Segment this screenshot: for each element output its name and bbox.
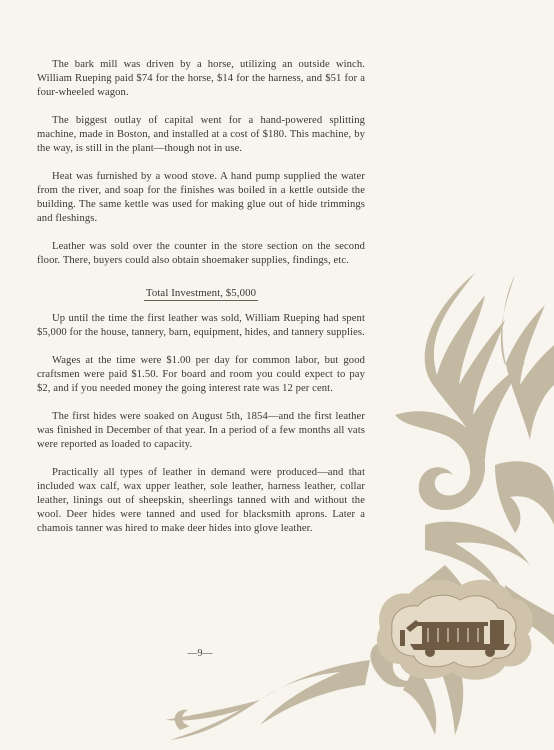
paragraph-splitting-machine: The biggest outlay of capital went for a hand-powered splitting machine, made in Boston, and installed at a cost of $180. This machine, by the way, is still in the plant—though not in use.: [37, 115, 365, 154]
tannery-vignette-illustration: [370, 572, 538, 684]
paragraph-first-hides: The first hides were soaked on August 5th, 1854—and the first leather was finished in December of that year. In a period of a few months all vats were reported as loaded to capacity.: [37, 411, 365, 450]
paragraph-heat-and-water: Heat was furnished by a wood stove. A hand pump supplied the water from the river, and soap for the finishes was boiled in a kettle outside the building. The same kettle was used for making glue out of hide trimmings and fleshings.: [37, 171, 365, 224]
paragraph-investment: Up until the time the first leather was sold, William Rueping had spent $5,000 for the house, tannery, barn, equipment, hides, and tannery supplies.: [37, 313, 365, 338]
page-number: —9—: [187, 648, 213, 659]
section-heading: [37, 286, 365, 300]
section-heading-text: Total Investment, $5,000: [145, 287, 257, 299]
paragraph-leather-types: Practically all types of leather in demand were produced—and that included wax calf, wax upper leather, sole leather, harness leather, collar leather, linings out of sheepskin, sheerlings tanned with and without the wool. Deer hides were tanned and used for blacksmith aprons. Later a chamois tanner was hired to make deer hides into glove leather.: [37, 467, 365, 534]
main-text-column: [37, 58, 365, 550]
paragraph-wages: Wages at the time were $1.00 per day for common labor, but good craftsmen were paid $1.50. For board and room you could expect to pay $2, and if you needed money the going interest rate was 12 per cent.: [37, 355, 365, 394]
paragraph-bark-mill: The bark mill was driven by a horse, utilizing an outside winch. William Rueping paid $74 for the horse, $14 for the harness, and $51 for a four-wheeled wagon.: [37, 59, 365, 98]
paragraph-leather-sales: Leather was sold over the counter in the store section on the second floor. There, buyers could also obtain shoemaker supplies, findings, etc.: [37, 241, 365, 266]
